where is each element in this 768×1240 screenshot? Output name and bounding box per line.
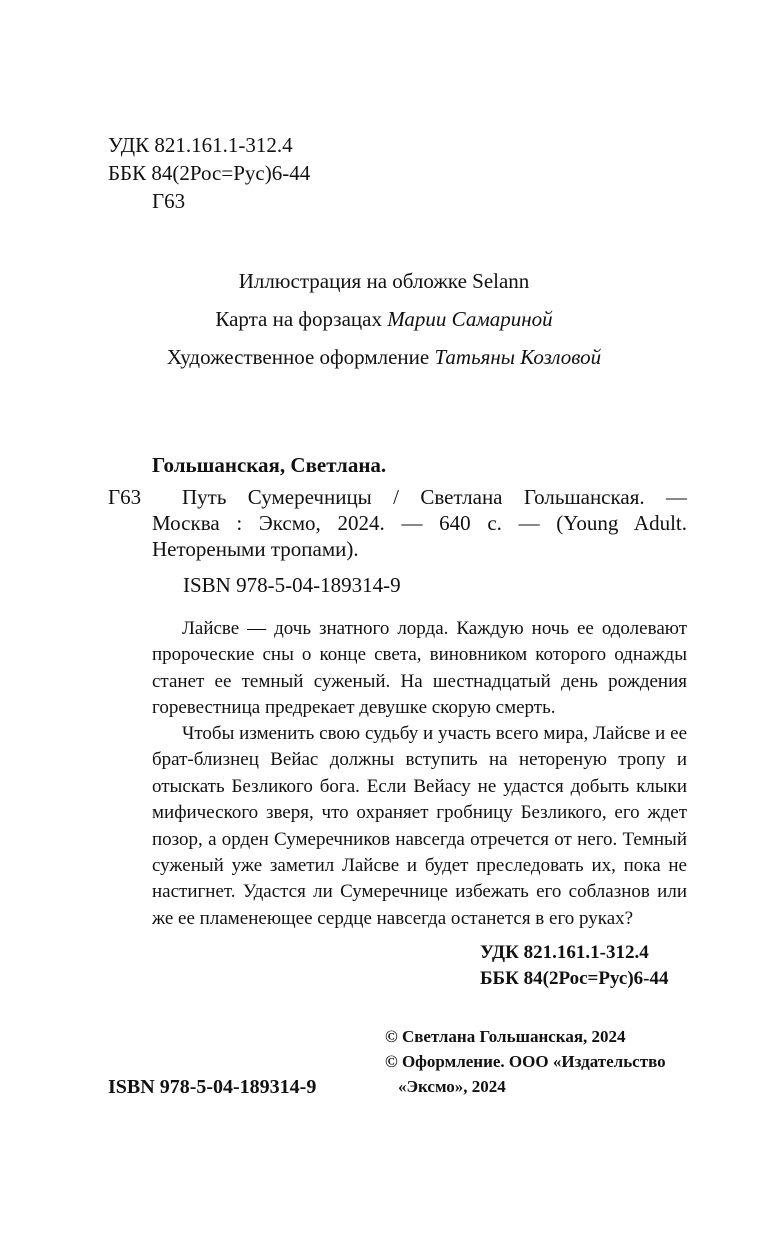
design-credit-prefix: Художественное оформление: [166, 345, 435, 369]
cover-credit-name: Selann: [472, 269, 530, 293]
author-mark: Г63: [152, 189, 186, 213]
map-credit-prefix: Карта на форзацах: [215, 307, 388, 331]
bbk-code: ББК 84(2Рос=Рус)6-44: [108, 161, 311, 185]
map-credit: [0, 306, 768, 332]
udk-code: УДК 821.161.1-312.4: [108, 133, 293, 157]
annotation-paragraph-1: [152, 616, 687, 722]
bottom-isbn: ISBN 978-5-04-189314-9: [108, 1076, 317, 1098]
copyright-design: © Оформление. ООО «Издательство: [385, 1052, 666, 1071]
annotation-text-2: Чтобы изменить свою судьбу и участь всего мира, Лайсве и ее брат-близнец Вейас должны вступить на нетореную тропу и отыскать Безликого бога. Если Вейасу не удастся добыть клыки мифического зверя, что охраняет гробницу Безликого, его ждет позор, а орден Сумеречников навсегда отречется от него. Темный суженый уже заметил Лайсве и будет преследовать их, пока не настигнет. Удастся ли Сумеречнице избежать его соблазнов или же ее пламенеющее сердце навсегда останется в его руках?: [152, 723, 687, 929]
catalog-author-heading: Гольшанская, Светлана.: [152, 453, 387, 477]
bottom-bbk-code: ББК 84(2Рос=Рус)6-44: [480, 968, 669, 989]
design-credit: [0, 344, 768, 370]
annotation-paragraph-2: [152, 721, 687, 932]
map-credit-name: Марии Самариной: [387, 307, 553, 331]
catalog-line-1: Путь Сумеречницы / Светлана Гольшанская. —: [182, 485, 687, 509]
catalog-line-3: Нетореными тропами).: [152, 537, 359, 561]
catalog-description: [152, 484, 687, 562]
catalog-line-2: Москва : Эксмо, 2024. — 640 с. — (Young Adult.: [152, 511, 687, 535]
catalog-mark: Г63: [108, 485, 142, 509]
copyright-author: © Светлана Гольшанская, 2024: [385, 1027, 626, 1046]
cover-credit-prefix: Иллюстрация на обложке: [238, 269, 473, 293]
annotation-text-1: Лайсве — дочь знатного лорда. Каждую ночь ее одолевают пророческие сны о конце света, виновником которого однажды станет ее темный суженый. На шестнадцатый день рождения горевестница предрекает девушке скорую смерть.: [152, 618, 687, 719]
catalog-isbn: ISBN 978-5-04-189314-9: [183, 573, 401, 597]
bottom-udk-code: УДК 821.161.1-312.4: [480, 942, 649, 963]
design-credit-name: Татьяны Козловой: [434, 345, 602, 369]
cover-illustration-credit: [0, 268, 768, 294]
copyright-publisher: «Эксмо», 2024: [398, 1077, 506, 1096]
